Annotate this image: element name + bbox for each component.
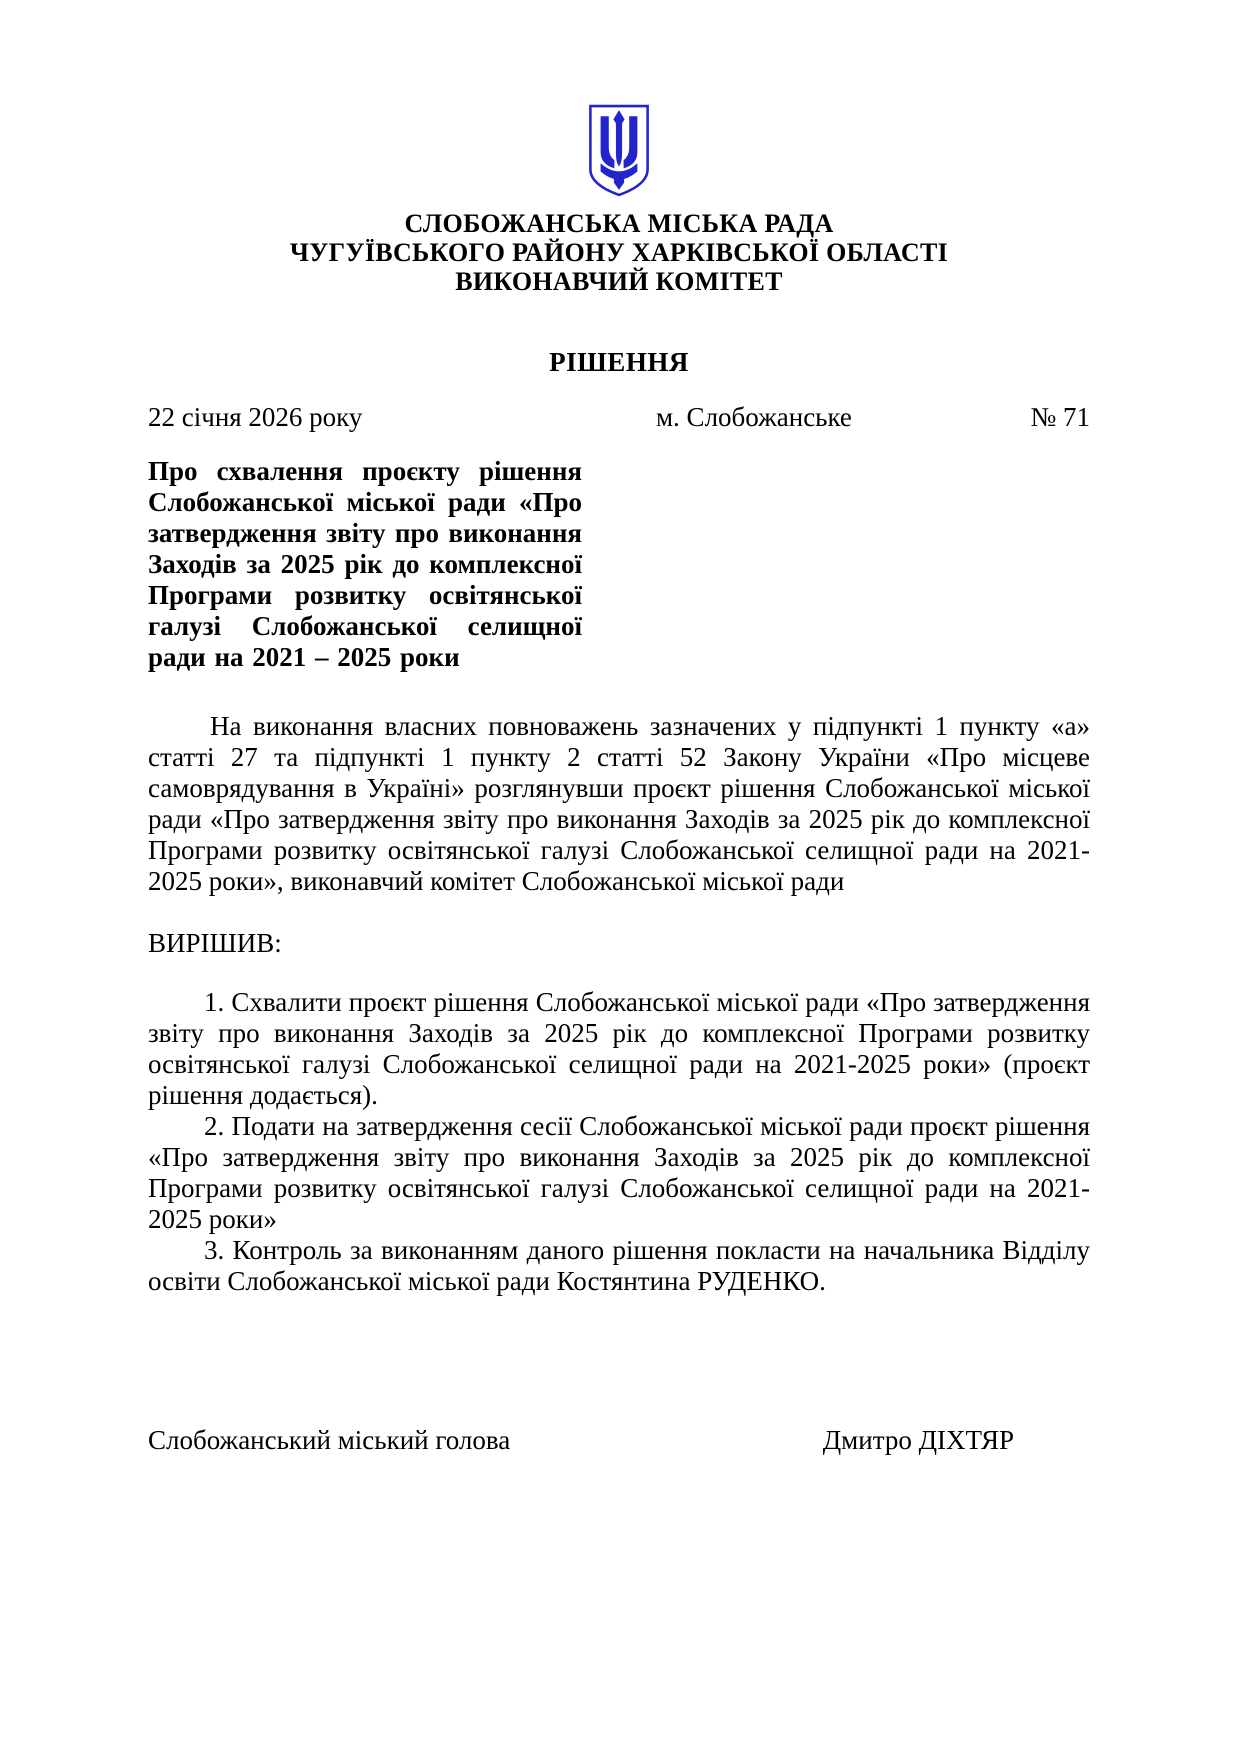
signature-row xyxy=(148,1425,1090,1456)
ukraine-trident-emblem-icon xyxy=(587,104,651,198)
organization-header xyxy=(148,209,1090,296)
resolution-item-1: 1. Схвалити проєкт рішення Слобожанської міської ради «Про затвердження звіту про виконання Заходів за 2025 рік до комплексної Програми розвитку освітянської галузі Слобожанської селищної ради на 2021-2025 роки» (проєкт рішення додається). xyxy=(148,987,1090,1110)
resolution-item-2: 2. Подати на затвердження сесії Слобожанської міської ради проєкт рішення «Про затвердження звіту про виконання Заходів за 2025 рік до комплексної Програми розвитку освітянської галузі Слобожанської селищної ради на 2021-2025 роки» xyxy=(148,1111,1090,1234)
document-number: № 71 xyxy=(1030,402,1090,432)
org-committee-line: ВИКОНАВЧИЙ КОМІТЕТ xyxy=(455,267,783,296)
emblem-container xyxy=(148,104,1090,203)
org-name-line: СЛОБОЖАНСЬКА МІСЬКА РАДА xyxy=(404,209,834,238)
resolution-keyword: ВИРІШИВ: xyxy=(148,928,282,958)
signature-position: Слобожанський міський голова xyxy=(148,1425,511,1455)
document-title: Про схвалення проєкту рішення Слобожанської міської ради «Про затвердження звіту про виконання Заходів за 2025 рік до комплексної Програми розвитку освітянської галузі Слобожанської селищної ради на 2021 – 2025 роки xyxy=(148,456,582,672)
resolution-items xyxy=(148,987,1090,1297)
document-type-heading: РІШЕННЯ xyxy=(549,347,689,377)
document-meta-row xyxy=(148,402,1090,433)
document-date: 22 січня 2026 року xyxy=(148,402,363,432)
resolution-item-3: 3. Контроль за виконанням даного рішення покласти на начальника Відділу освіти Слобожанської міської ради Костянтина РУДЕНКО. xyxy=(148,1235,1090,1296)
signature-name: Дмитро ДІХТЯР xyxy=(822,1425,1014,1455)
preamble-paragraph: На виконання власних повноважень зазначених у підпункті 1 пункту «а» статті 27 та підпункті 1 пункту 2 статті 52 Закону України «Про місцеве самоврядування в Україні» розглянувши проєкт рішення Слобожанської міської ради «Про затвердження звіту про виконання Заходів за 2025 рік до комплексної Програми розвитку освітянської галузі Слобожанської селищної ради на 2021-2025 роки», виконавчий комітет Слобожанської міської ради xyxy=(148,711,1090,896)
document-place: м. Слобожанське xyxy=(655,402,852,432)
org-district-line: ЧУГУЇВСЬКОГО РАЙОНУ ХАРКІВСЬКОЇ ОБЛАСТІ xyxy=(289,238,949,267)
